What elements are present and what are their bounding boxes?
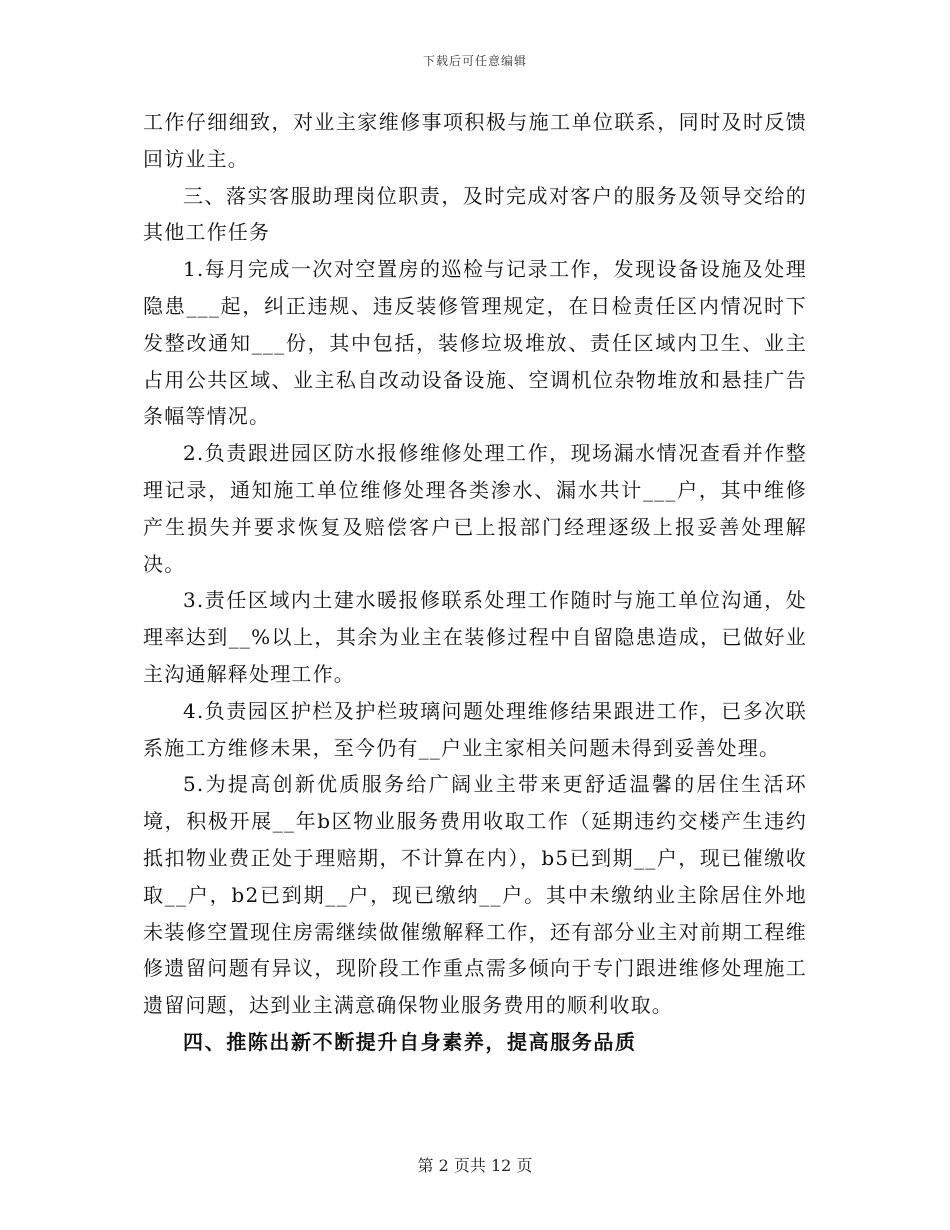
- section-heading-4: 四、推陈出新不断提升自身素养，提高服务品质: [183, 1029, 637, 1054]
- paragraph-item-5: 5.为提高创新优质服务给广阔业主带来更舒适温馨的居住生活环境，积极开展__年b区物业服务费用收取工作（延期违约交楼产生违约抵扣物业费正处于理赔期，不计算在内），b5已到期__户，现已催缴收取__户，b2已到期__户，现已缴纳__户。其中未缴纳业主除居住外地未装修空置现住房需继续做催缴解释工作，还有部分业主对前期工程维修遗留问题有异议，现阶段工作重点需多倾向于专门跟进维修处理施工遗留问题，达到业主满意确保物业服务费用的顺利收取。: [143, 772, 807, 1018]
- paragraph-item-1: 1.每月完成一次对空置房的巡检与记录工作，发现设备设施及处理隐患___起，纠正违规、违反装修管理规定，在日检责任区内情况时下发整改通知___份，其中包括，装修垃圾堆放、责任区域内卫生、业主占用公共区域、业主私自改动设备设施、空调机位杂物堆放和悬挂广告条幅等情况。: [143, 257, 807, 429]
- document-body: [143, 104, 807, 1061]
- paragraph-continuation: 工作仔细细致，对业主家维修事项积极与施工单位联系，同时及时反馈回访业主。: [143, 110, 807, 171]
- page-number-footer: 第 2 页共 12 页: [417, 1156, 533, 1175]
- page-header: 下载后可任意编辑: [422, 54, 527, 68]
- paragraph-item-3: 3.责任区域内土建水暖报修联系处理工作随时与施工单位沟通，处理率达到__%以上，其余为业主在装修过程中自留隐患造成，已做好业主沟通解释处理工作。: [143, 588, 807, 686]
- paragraph-item-4: 4.负责园区护栏及护栏玻璃问题处理维修结果跟进工作，已多次联系施工方维修未果，至今仍有__户业主家相关问题未得到妥善处理。: [143, 698, 807, 760]
- paragraph-item-2: 2.负责跟进园区防水报修维修处理工作，现场漏水情况查看并作整理记录，通知施工单位维修处理各类渗水、漏水共计___户，其中维修产生损失并要求恢复及赔偿客户已上报部门经理逐级上报妥善处理解决。: [143, 441, 807, 576]
- section-heading-3: 三、落实客服助理岗位职责，及时完成对客户的服务及领导交给的其他工作任务: [143, 183, 807, 245]
